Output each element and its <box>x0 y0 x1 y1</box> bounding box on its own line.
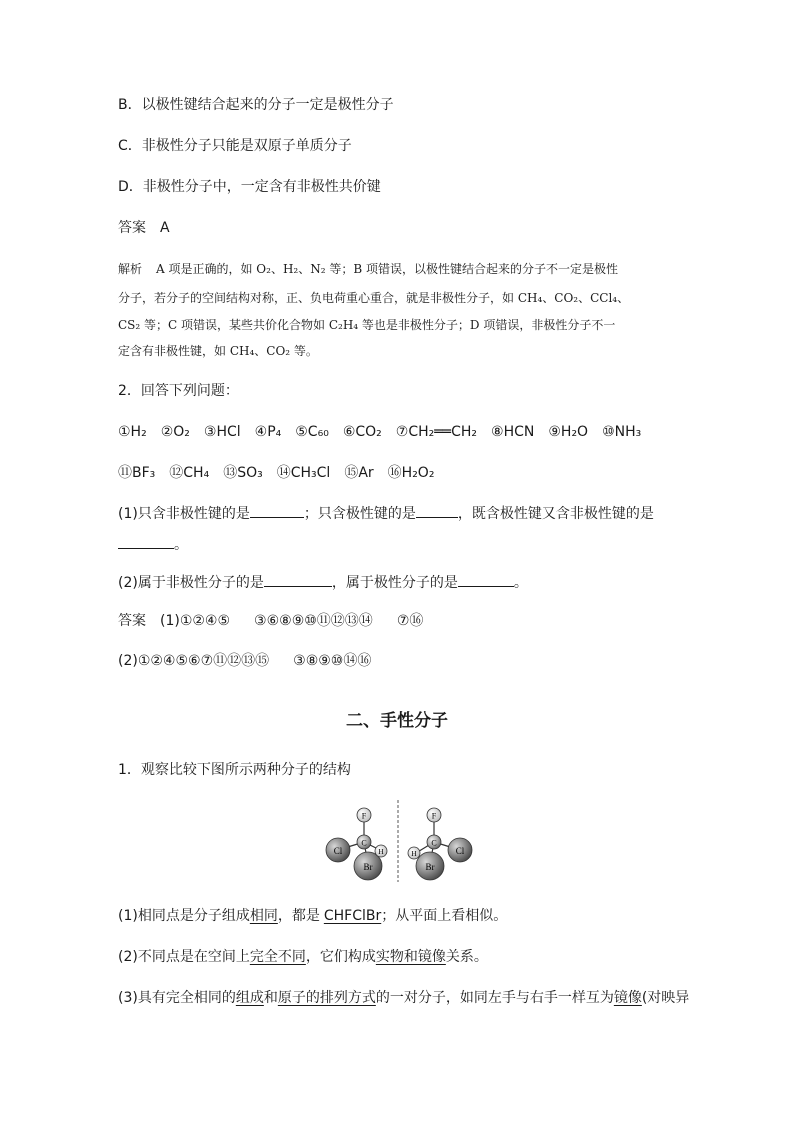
sub-question-1-text-a: (1)只含非极性键的是 <box>118 506 250 522</box>
sub-question-1-text-b: ；只含极性键的是 <box>303 506 416 522</box>
sub-question-1-continued <box>118 534 188 554</box>
point-2-text-c: 关系。 <box>445 949 488 965</box>
answer-value: A <box>160 220 170 236</box>
atom-label: F <box>431 811 437 821</box>
sub-question-2 <box>118 572 528 592</box>
substance-8: ⑧HCN <box>491 424 535 440</box>
sub-question-1-text-c: ，既含极性键又含非极性键的是 <box>457 506 654 522</box>
atom-label: Cl <box>455 846 465 856</box>
atom-label: Br <box>363 862 373 872</box>
molecule-left <box>326 808 387 880</box>
substance-16: ⑯H₂O₂ <box>387 465 435 481</box>
substance-3: ③HCl <box>203 424 241 440</box>
substance-5: ⑤C₆₀ <box>295 424 329 440</box>
point-1-text-b: ，都是 <box>277 908 320 924</box>
answer-2-part-d: (2)①②④⑤⑥⑦⑪⑫⑬⑮ <box>118 653 270 669</box>
analysis-text-1: A 项是正确的，如 O₂、H₂、N₂ 等；B 项错误，以极性键结合起来的分子不一定是极性 <box>156 262 618 276</box>
atom-label: Cl <box>333 846 343 856</box>
chiral-molecule-diagram <box>318 798 478 882</box>
point-3-text-b: 和 <box>263 990 278 1006</box>
point-3-underlined-2: 原子的排列方式 <box>277 990 376 1006</box>
question-2-title: 2．回答下列问题： <box>118 383 239 399</box>
answer-2-part-e: ③⑧⑨⑩⑭⑯ <box>293 653 372 669</box>
substance-4: ④P₄ <box>254 424 282 440</box>
point-3-text-a: (3)具有完全相同的 <box>118 990 236 1006</box>
point-2-text-b: ，它们构成 <box>305 949 376 965</box>
atom-label: F <box>361 811 367 821</box>
atom-label: Br <box>425 862 435 872</box>
option-b: B．以极性键结合起来的分子一定是极性分子 <box>118 97 394 113</box>
answer-blank[interactable] <box>250 503 304 518</box>
answer-2-part-b: ③⑥⑧⑨⑩⑪⑫⑬⑭ <box>254 613 373 629</box>
answer-blank[interactable] <box>264 572 332 587</box>
substance-10: ⑩NH₃ <box>602 424 642 440</box>
answer-1 <box>118 219 170 237</box>
chiral-point-1 <box>118 907 507 925</box>
analysis-line-1 <box>118 260 618 278</box>
answer-2-part-c: ⑦⑯ <box>396 613 424 629</box>
answer-2-line-1 <box>118 612 423 630</box>
analysis-label: 解析 <box>118 262 143 276</box>
substance-2: ②O₂ <box>160 424 190 440</box>
point-2-text-a: (2)不同点是在空间上 <box>118 949 250 965</box>
substance-14: ⑭CH₃Cl <box>276 465 331 481</box>
answer-label: 答案 <box>118 220 146 236</box>
chiral-point-2 <box>118 948 488 966</box>
option-c: C．非极性分子只能是双原子单质分子 <box>118 138 352 154</box>
chiral-point-3 <box>118 989 689 1007</box>
point-2-underlined-2: 实物和镜像 <box>375 949 446 965</box>
substance-row-2 <box>118 464 434 482</box>
answer-2-line-2 <box>118 652 371 670</box>
point-3-underlined-3: 镜像 <box>613 990 642 1006</box>
answer-label: 答案 <box>118 613 146 629</box>
point-1-underlined-2: CHFClBr <box>323 908 382 924</box>
substance-9: ⑨H₂O <box>548 424 589 440</box>
sub-question-2-text-a: (2)属于非极性分子的是 <box>118 575 264 591</box>
point-1-text-a: (1)相同点是分子组成 <box>118 908 250 924</box>
point-1-text-c: ；从平面上看相似。 <box>381 908 508 924</box>
option-d: D．非极性分子中，一定含有非极性共价键 <box>118 179 381 195</box>
point-3-underlined-1: 组成 <box>235 990 264 1006</box>
point-2-underlined-1: 完全不同 <box>249 949 306 965</box>
sub-question-1 <box>118 503 654 523</box>
answer-blank[interactable] <box>118 534 174 549</box>
substance-13: ⑬SO₃ <box>223 465 263 481</box>
molecule-right <box>408 808 472 880</box>
substance-11: ⑪BF₃ <box>118 465 156 481</box>
sub-question-2-text-b: ，属于极性分子的是 <box>331 575 458 591</box>
sub-question-2-end: 。 <box>513 575 528 591</box>
analysis-line-2: 分子，若分子的空间结构对称，正、负电荷重心重合，就是非极性分子，如 CH₄、CO₂、CCl₄、 <box>118 291 630 305</box>
answer-2-part-a: (1)①②④⑤ <box>160 613 231 629</box>
sub-question-1-end: 。 <box>174 537 188 553</box>
section-heading: 二、手性分子 <box>346 711 448 731</box>
atom-label: C <box>431 838 437 848</box>
substance-12: ⑫CH₄ <box>169 465 210 481</box>
analysis-line-3: CS₂ 等；C 项错误，某些共价化合物如 C₂H₄ 等也是非极性分子；D 项错误，非极性分子不一 <box>118 318 616 332</box>
substance-row-1 <box>118 423 641 441</box>
substance-6: ⑥CO₂ <box>342 424 382 440</box>
atom-label: H <box>378 847 384 856</box>
answer-blank[interactable] <box>416 503 458 518</box>
point-1-underlined-1: 相同 <box>249 908 278 924</box>
point-3-text-d: (对映异 <box>641 990 690 1006</box>
point-3-text-c: 的一对分子，如同左手与右手一样互为 <box>375 990 614 1006</box>
atom-label: H <box>411 849 417 858</box>
chiral-question-title: 1．观察比较下图所示两种分子的结构 <box>118 762 351 778</box>
substance-15: ⑮Ar <box>344 465 374 481</box>
substance-7: ⑦CH₂══CH₂ <box>395 424 478 440</box>
atom-label: C <box>361 838 367 848</box>
answer-blank[interactable] <box>458 572 514 587</box>
substance-1: ①H₂ <box>118 424 147 440</box>
analysis-line-4: 定含有非极性键，如 CH₄、CO₂ 等。 <box>118 344 318 358</box>
